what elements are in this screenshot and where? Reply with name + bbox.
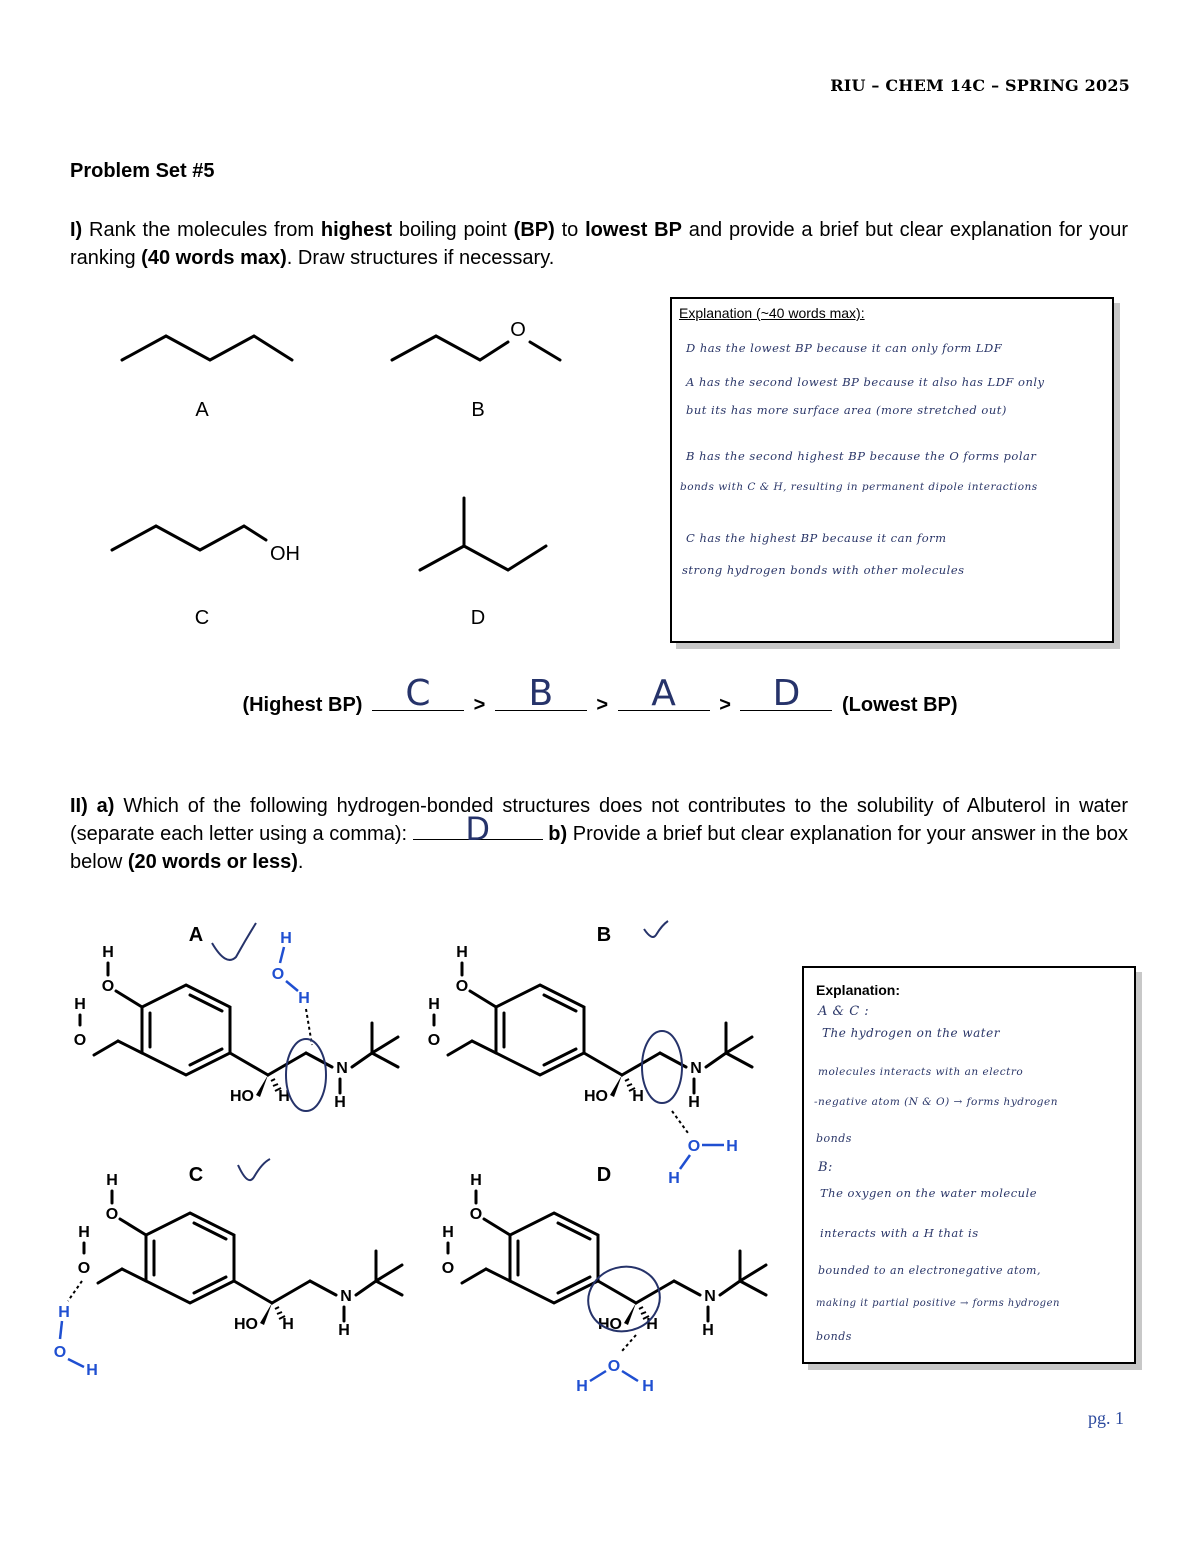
part2-question: II) a) Which of the following hydrogen-bonded structures does not contributes to the solubility of Albuterol in water (separate each letter using a comma): D b) Provide a brief but clear explanation for your answer in the box below (20 words or less). [70,795,1129,873]
part1-explanation-line: C has the highest BP because it can form [686,531,947,545]
molecule-d-label: D [470,607,486,629]
water-hydrogen: H [576,1378,588,1395]
part2-explanation-line: interacts with a H that is [820,1226,979,1240]
water-hydrogen: H [726,1138,738,1155]
water-hydrogen: H [86,1362,98,1379]
structure-d-hbond [622,1335,636,1351]
structure-b-hbond [672,1111,688,1133]
part1-explanation-line: A has the second lowest BP because it also has LDF only [686,375,1045,389]
structure-d [442,1172,766,1339]
structure-c [78,1172,402,1339]
part1-explanation-line: D has the lowest BP because it can only form LDF [686,341,1003,355]
water-hydrogen: H [668,1170,680,1187]
molecule-c-label: C [194,607,210,629]
part2-explanation-line: The oxygen on the water molecule [820,1186,1038,1200]
structure-a-water [272,930,310,1007]
structure-c-hbond [68,1281,82,1301]
structure-d-label: D [596,1164,612,1186]
rank-4-blank [740,673,832,714]
structure-c-water [54,1304,98,1379]
molecule-a-skeleton [122,336,292,360]
structure-c-label: C [188,1164,204,1186]
problem-set-title: Problem Set #5 [70,160,215,182]
part2-explanation-line: B: [818,1160,833,1175]
structure-d-water [576,1358,654,1395]
part1-explanation-line: bonds with C & H, resulting in permanent dipole interactions [680,481,1038,493]
part1-explanation-line: but its has more surface area (more stretched out) [686,403,1007,417]
bp-ranking: (Highest BP) C > B > A > D (Lowest BP) [242,673,958,716]
page-number: pg. 1 [1088,1408,1124,1428]
water-oxygen: O [271,966,285,983]
part1-explanation-title: Explanation (~40 words max): [679,305,865,321]
part1-prefix: I) [70,219,83,241]
part2-explanation-line: The hydrogen on the water [822,1026,1000,1040]
part2-explanation-line: A & C : [818,1004,870,1019]
water-hydrogen: H [280,930,292,947]
water-oxygen: O [53,1344,67,1361]
structure-b [428,944,752,1111]
water-hydrogen: H [642,1378,654,1395]
structure-b-label: B [596,924,612,946]
albuterol-structures: H O H O HO N H A H O H B O H H C H O H D O H H [40,915,780,1405]
part1-explanation-box [670,297,1114,643]
part1-molecules [90,300,650,640]
part2-explanation-line: bonds [816,1330,852,1343]
rank-3-blank [618,673,710,714]
part2-explanation-line: -negative atom (N & O) → forms hydrogen [814,1096,1059,1108]
molecule-b-oxygen: O [510,319,526,341]
rank-3-answer: A [651,673,676,714]
structure-b-check-icon [644,921,668,937]
structure-c-check-icon [238,1159,270,1180]
rank-1-answer: C [405,673,431,714]
lowest-bp-label: (Lowest BP) [842,694,958,716]
course-header: RIU – CHEM 14C – SPRING 2025 [830,76,1130,95]
part2-explanation-box [802,966,1136,1364]
molecule-b-skeleton [392,336,508,360]
part2-explanation-line: bonds [816,1132,852,1145]
part2-answer-blank [413,810,543,848]
highest-bp-label: (Highest BP) [242,694,363,716]
part1-question: I) Rank the molecules from highest boiling point (BP) to lowest BP and provide a brief but clear explanation for your ranking (40 words max). Draw structures if necessary. [70,219,1129,269]
structure-a-label: A [188,924,204,946]
part2-explanation-line: making it partial positive → forms hydrogen [816,1298,1060,1309]
part2-explanation-line: bounded to an electronegative atom, [818,1264,1041,1277]
part1-explanation-line: strong hydrogen bonds with other molecules [682,563,965,577]
structure-a-check-icon [212,923,256,960]
rank-2-blank [495,673,587,714]
structure-a [74,944,398,1111]
molecule-d-skeleton [420,546,546,570]
molecule-b-label: B [471,399,485,421]
structure-a-circle [286,1039,326,1111]
water-hydrogen: H [298,990,310,1007]
structure-b-circle [642,1031,682,1103]
rank-2-answer: B [528,673,554,714]
rank-1-blank [372,673,464,714]
rank-4-answer: D [772,673,801,714]
water-oxygen: O [687,1138,701,1155]
molecule-a-label: A [195,399,209,421]
molecule-c-hydroxyl: OH [270,543,300,565]
part1-explanation-line: B has the second highest BP because the O forms polar [686,449,1037,463]
water-hydrogen: H [58,1304,70,1321]
part2-explanation-title: Explanation: [816,982,901,998]
part2-answer: D [465,810,490,848]
part2-prefix: II) [70,795,88,817]
part2-explanation-line: molecules interacts with an electro [818,1066,1024,1078]
molecule-c-skeleton [112,526,266,550]
water-oxygen: O [607,1358,621,1375]
